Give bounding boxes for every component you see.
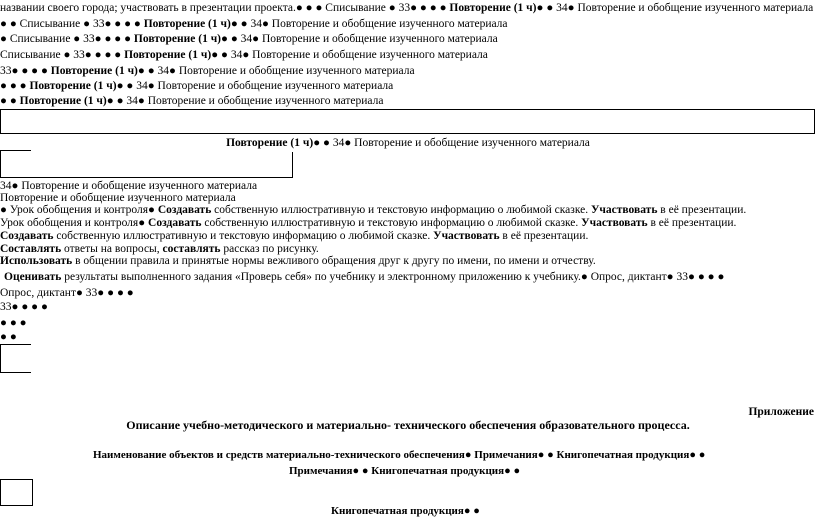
appendix-label: Приложение	[748, 406, 814, 418]
text-line-12: Создавать собственную иллюстративную и текстовую информацию о любимой сказке. Участвовать в её презентации.	[0, 230, 589, 242]
text-line-11: Урок обобщения и контроля● Создавать собственную иллюстративную и текстовую информацию о любимой сказке. Участвовать в её презентации.	[0, 217, 737, 229]
table-rule	[0, 344, 1, 372]
text-line-17: 33● ● ● ●	[0, 301, 48, 313]
text-line-7: ● ● Повторение (1 ч)● ● 34● Повторение и обобщение изученного материала	[0, 95, 384, 107]
text-line-1: названии своего города; участвовать в презентации проекта.● ● ● Списывание ● 33● ● ● ● Повторение (1 ч)● ● 34● Повторение и обобщение изученного материала	[0, 2, 814, 14]
table-header-line-1: Наименование объектов и средств материально-технического обеспечения● Примечания● ● Книгопечатная продукция● ●	[93, 449, 706, 461]
text-line-9: Повторение и обобщение изученного материала	[0, 192, 236, 204]
text-line-8: 34● Повторение и обобщение изученного материала	[0, 180, 258, 192]
text-line-5: 33● ● ● ● Повторение (1 ч)● ● 34● Повторение и обобщение изученного материала	[0, 65, 415, 77]
table-rule	[292, 152, 293, 177]
text-line-19: ● ●	[0, 331, 17, 343]
table-header-line-3: Книгопечатная продукция● ●	[331, 505, 480, 517]
appendix-title: Описание учебно-методического и материально- технического обеспечения образовательного процесса.	[126, 418, 690, 432]
table-rule	[0, 150, 1, 177]
text-line-13: Составлять ответы на вопросы, составлять рассказ по рисунку.	[0, 243, 319, 255]
table-rule	[0, 150, 31, 151]
text-line-4: Списывание ● 33● ● ● ● Повторение (1 ч)● ● 34● Повторение и обобщение изученного материала	[0, 49, 488, 61]
text-line-3: ● Списывание ● 33● ● ● ● Повторение (1 ч)● ● 34● Повторение и обобщение изученного материала	[0, 33, 498, 45]
table-header-line-2: Примечания● ● Книгопечатная продукция● ●	[289, 465, 521, 477]
text-line-6: ● ● ● Повторение (1 ч)● ● 34● Повторение и обобщение изученного материала	[0, 80, 394, 92]
text-line-14: Использовать в общении правила и принятые нормы вежливого обращения друг к другу по имени, по имени и отчеству.	[0, 255, 596, 267]
text-line-18: ● ● ●	[0, 317, 27, 329]
table-cell-empty	[0, 109, 33, 134]
table-cell-empty	[0, 479, 33, 506]
text-line-10: ● Урок обобщения и контроля● Создавать собственную иллюстративную и текстовую информацию о любимой сказке. Участвовать в её презентации.	[0, 204, 747, 216]
text-line-2: ● ● Списывание ● 33● ● ● ● Повторение (1 ч)● ● 34● Повторение и обобщение изученного материала	[0, 18, 508, 30]
table-rule	[0, 177, 293, 178]
text-line-16: Опрос, диктант● 33● ● ● ●	[0, 287, 134, 299]
table-cell-wide	[31, 109, 815, 134]
center-line: Повторение (1 ч)● ● 34● Повторение и обобщение изученного материала	[226, 137, 590, 149]
table-rule	[0, 372, 31, 373]
text-line-15: Оценивать результаты выполненного задания «Проверь себя» по учебнику и электронному приложению к учебнику.● Опрос, диктант● 33● ● ● ●	[4, 271, 725, 283]
table-rule	[0, 344, 31, 345]
